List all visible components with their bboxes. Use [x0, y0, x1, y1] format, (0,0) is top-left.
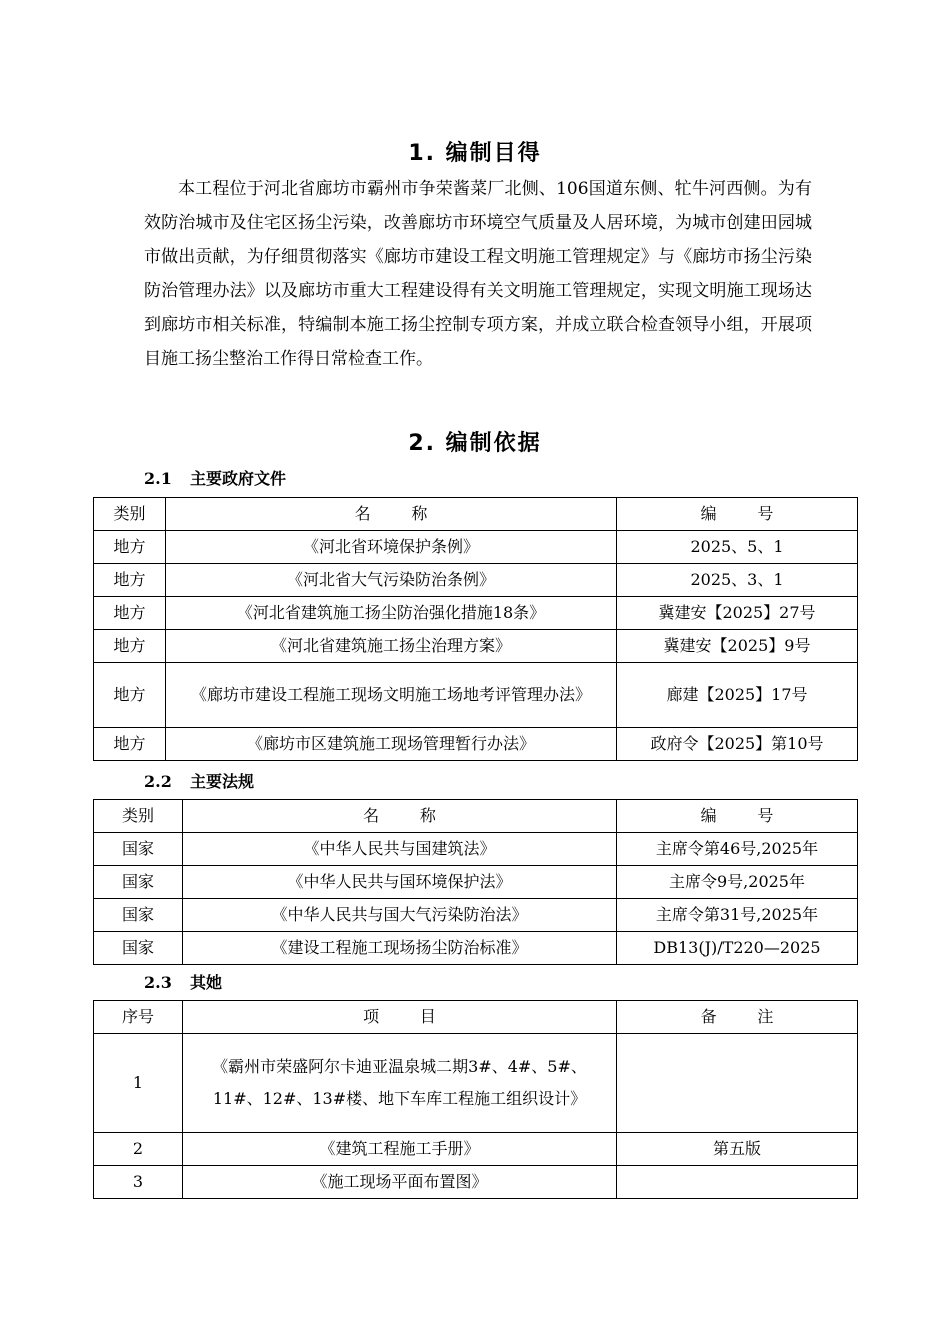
table-cell: 国家: [94, 833, 183, 866]
column-header: 项 目: [183, 1001, 617, 1034]
table-row: [94, 899, 858, 932]
table-cell: 《建筑工程施工手册》: [183, 1133, 617, 1166]
table-cell: 《中华人民共与国环境保护法》: [183, 866, 617, 899]
table-row: [94, 531, 858, 564]
column-header: 序号: [94, 1001, 183, 1034]
table-cell: 地方: [94, 630, 166, 663]
subsection-number: 2.2: [144, 772, 172, 791]
column-header: 名 称: [166, 498, 617, 531]
table-cell: [617, 1166, 858, 1199]
table-cell: 《河北省建筑施工扬尘治理方案》: [166, 630, 617, 663]
table-cell: 廊建【2025】17号: [617, 663, 858, 728]
table-cell: 《廊坊市建设工程施工现场文明施工场地考评管理办法》: [166, 663, 617, 728]
table-cell: 《建设工程施工现场扬尘防治标准》: [183, 932, 617, 965]
subsection-title: 主要政府文件: [190, 469, 287, 488]
table-cell: 《中华人民共与国大气污染防治法》: [183, 899, 617, 932]
table-cell: DB13(J)/T220—2025: [617, 932, 858, 965]
column-header: 备 注: [617, 1001, 858, 1034]
column-header: 类别: [94, 498, 166, 531]
table-cell: 《施工现场平面布置图》: [183, 1166, 617, 1199]
table-cell: 政府令【2025】第10号: [617, 728, 858, 761]
table-header-row: [94, 800, 858, 833]
subsection-number: 2.1: [144, 469, 172, 488]
subsection-title: 其她: [190, 973, 223, 992]
table-row: [94, 728, 858, 761]
table-cell: 《霸州市荣盛阿尔卡迪亚温泉城二期3#、4#、5#、11#、12#、13#楼、地下车库工程施工组织设计》: [183, 1034, 617, 1133]
table-row: [94, 1166, 858, 1199]
table-cell: 国家: [94, 899, 183, 932]
table-cell: 3: [94, 1166, 183, 1199]
table-header-row: [94, 1001, 858, 1034]
table-cell: 国家: [94, 866, 183, 899]
subsection-title: 主要法规: [190, 772, 255, 791]
subsection-2-3-heading: [144, 970, 222, 993]
table-row: [94, 597, 858, 630]
table-row: [94, 833, 858, 866]
table-cell: 地方: [94, 597, 166, 630]
table-cell: 国家: [94, 932, 183, 965]
table-cell: 主席令第31号,2025年: [617, 899, 858, 932]
table-row: [94, 564, 858, 597]
subsection-number: 2.3: [144, 973, 172, 992]
table-cell: 2: [94, 1133, 183, 1166]
table-header-row: [94, 498, 858, 531]
column-header: 编 号: [617, 800, 858, 833]
table-cell: 冀建安【2025】9号: [617, 630, 858, 663]
table-row: [94, 663, 858, 728]
table-cell: [617, 1034, 858, 1133]
table-row: [94, 932, 858, 965]
section-2-heading: 2. 编制依据: [408, 431, 542, 456]
column-header: 编 号: [617, 498, 858, 531]
column-header: 名 称: [183, 800, 617, 833]
table-row: [94, 1133, 858, 1166]
section-1-heading: 1. 编制目得: [408, 141, 542, 166]
table-row: [94, 1034, 858, 1133]
table-cell: 《河北省大气污染防治条例》: [166, 564, 617, 597]
section-1-paragraph: 本工程位于河北省廊坊市霸州市争荣酱菜厂北侧、106国道东侧、牤牛河西侧。为有效防治城市及住宅区扬尘污染，改善廊坊市环境空气质量及人居环境，为城市创建田园城市做出贡献，为仔细贯彻落实《廊坊市建设工程文明施工管理规定》与《廊坊市扬尘污染防治管理办法》以及廊坊市重大工程建设得有关文明施工管理规定，实现文明施工现场达到廊坊市相关标准，特编制本施工扬尘控制专项方案，并成立联合检查领导小组，开展项目施工扬尘整治工作得日常检查工作。: [144, 179, 812, 369]
table-cell: 地方: [94, 564, 166, 597]
table-cell: 《廊坊市区建筑施工现场管理暂行办法》: [166, 728, 617, 761]
table-cell: 1: [94, 1034, 183, 1133]
table-row: [94, 630, 858, 663]
other-references-table: [93, 1000, 858, 1199]
table-cell: 第五版: [617, 1133, 858, 1166]
table-cell: 地方: [94, 728, 166, 761]
table-cell: 《河北省建筑施工扬尘防治强化措施18条》: [166, 597, 617, 630]
table-row: [94, 866, 858, 899]
subsection-2-1-heading: [144, 466, 286, 489]
table-cell: 冀建安【2025】27号: [617, 597, 858, 630]
table-cell: 地方: [94, 531, 166, 564]
table-cell: 2025、5、1: [617, 531, 858, 564]
table-cell: 2025、3、1: [617, 564, 858, 597]
table-cell: 《河北省环境保护条例》: [166, 531, 617, 564]
government-documents-table: [93, 497, 858, 761]
table-cell: 地方: [94, 663, 166, 728]
subsection-2-2-heading: [144, 769, 254, 792]
table-cell: 主席令第46号,2025年: [617, 833, 858, 866]
table-cell: 主席令9号,2025年: [617, 866, 858, 899]
regulations-table: [93, 799, 858, 965]
column-header: 类别: [94, 800, 183, 833]
table-cell: 《中华人民共与国建筑法》: [183, 833, 617, 866]
